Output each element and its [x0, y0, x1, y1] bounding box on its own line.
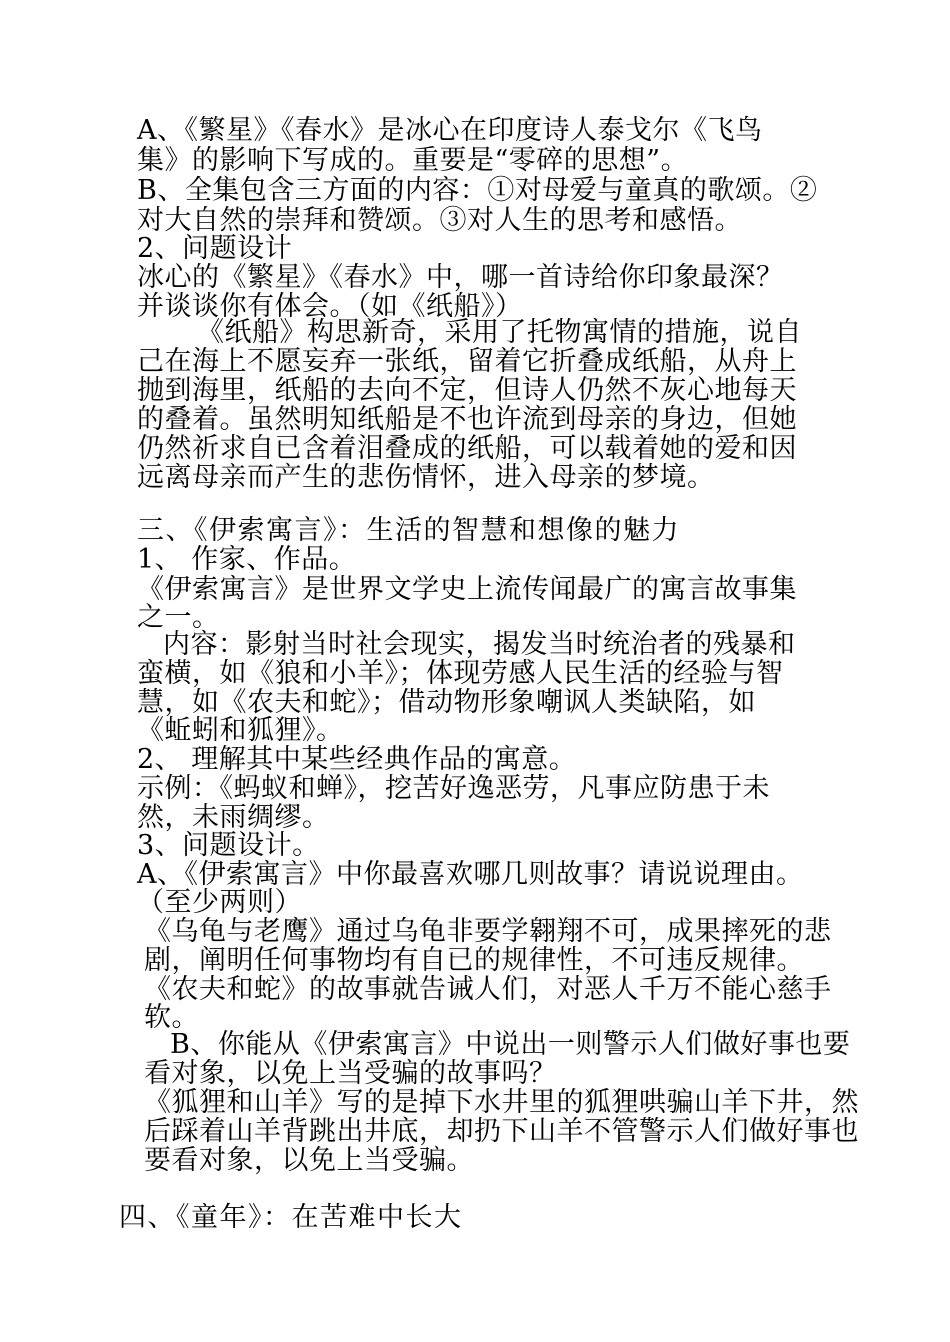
- text-line: 对大自然的崇拜和赞颂。③对人生的思考和感悟。: [137, 205, 742, 236]
- text-line: 软。: [144, 1002, 199, 1033]
- text-line: 剧，阐明任何事物均有自已的规律性，不可违反规律。: [144, 945, 804, 976]
- text-line: 《乌龟与老鹰》通过乌龟非要学翱翔不可，成果摔死的悲: [144, 916, 832, 947]
- paragraph-first-line: 内容：影射当时社会现实，揭发当时统治者的残暴和: [163, 629, 796, 660]
- text-line: 慧，如《农夫和蛇》；借动物形象嘲讽人类缺陷，如: [137, 687, 756, 718]
- section-subheading: 2、 理解其中某些经典作品的寓意。: [137, 744, 577, 775]
- text-line: 远离母亲而产生的悲伤情怀，进入母亲的梦境。: [137, 462, 715, 493]
- text-line: 后踩着山羊背跳出井底，却扔下山羊不管警示人们做好事也: [144, 1116, 859, 1147]
- text-line: 集》的影响下写成的。重要是“零碎的思想”。: [137, 145, 689, 176]
- text-line: 看对象，以免上当受骗的故事吗？: [144, 1058, 557, 1089]
- text-line: 然，未雨绸缪。: [137, 802, 330, 833]
- text-line: B、全集包含三方面的内容：①对母爱与童真的歌颂。②: [137, 175, 818, 206]
- text-line: A、《伊索寓言》中你最喜欢哪几则故事？请说说理由。: [137, 859, 804, 890]
- section-heading: 四、《童年》：在苦难中长大: [119, 1202, 463, 1233]
- text-line: 蛮横，如《狼和小羊》；体现劳感人民生活的经验与智: [137, 658, 784, 689]
- text-line: 仍然祈求自已含着泪叠成的纸船，可以载着她的爱和因: [137, 433, 797, 464]
- paragraph-first-line: B、你能从《伊索寓言》中说出一则警示人们做好事也要: [170, 1029, 851, 1060]
- paragraph-first-line: 《纸船》构思新奇，采用了托物寓情的措施，说自: [197, 317, 802, 348]
- section-subheading: 1、 作家、作品。: [137, 544, 357, 575]
- text-line: 《伊索寓言》是世界文学史上流传闻最广的寓言故事集: [137, 574, 797, 605]
- section-heading: 三、《伊索寓言》：生活的智慧和想像的魅力: [137, 515, 680, 546]
- text-line: 己在海上不愿妄弃一张纸，留着它折叠成纸船，从舟上: [137, 346, 797, 377]
- text-line: A、《繁星》《春水》是冰心在印度诗人泰戈尔《飞鸟: [137, 115, 763, 146]
- section-subheading: 3、问题设计。: [137, 830, 320, 861]
- section-subheading: 2、问题设计: [137, 233, 293, 264]
- text-line: 要看对象，以免上当受骗。: [144, 1145, 474, 1176]
- text-line: 《蚯蚓和狐狸》。: [137, 715, 344, 746]
- text-line: 《农夫和蛇》的故事就告诫人们，对恶人千万不能心慈手: [144, 974, 832, 1005]
- text-line: （至少两则）: [137, 887, 302, 918]
- text-line: 的叠着。虽然明知纸船是不也许流到母亲的身边，但她: [137, 404, 797, 435]
- text-line: 抛到海里，纸船的去向不定，但诗人仍然不灰心地每天: [137, 375, 797, 406]
- text-line: 并谈谈你有体会。（如《纸船》）: [137, 291, 523, 322]
- text-line: 示例：《蚂蚁和蝉》，挖苦好逸恶劳，凡事应防患于未: [137, 773, 770, 804]
- text-line: 《狐狸和山羊》写的是掉下水井里的狐狸哄骗山羊下井，然: [144, 1087, 859, 1118]
- text-line: 冰心的《繁星》《春水》中，哪一首诗给你印象最深？: [137, 262, 784, 293]
- text-line: 之一。: [137, 602, 220, 633]
